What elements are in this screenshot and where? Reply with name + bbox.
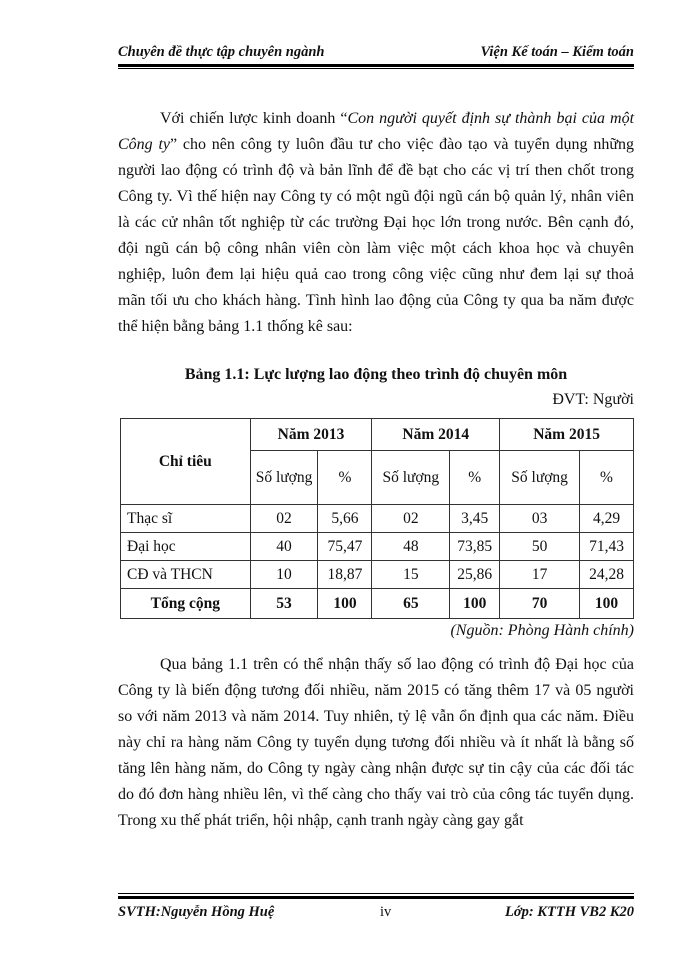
- cell: 40: [250, 533, 318, 561]
- cell: 10: [250, 561, 318, 589]
- intro-paragraph: [118, 106, 634, 340]
- total-cell: 100: [450, 589, 500, 619]
- row-label: Thạc sĩ: [121, 505, 251, 533]
- table-title: Bảng 1.1: Lực lượng lao động theo trình độ chuyên môn: [184, 366, 568, 383]
- header-year: Năm 2013: [250, 419, 372, 451]
- page-header: [118, 40, 634, 64]
- cell: 24,28: [580, 561, 634, 589]
- header-year: Năm 2015: [500, 419, 634, 451]
- intro-prefix: Với chiến lược kinh doanh “: [160, 110, 348, 127]
- table-source: (Nguồn: Phòng Hành chính): [450, 622, 634, 639]
- page-number: iv: [380, 904, 392, 920]
- total-cell: 65: [372, 589, 450, 619]
- table-header-row: [121, 419, 634, 451]
- header-label: Chỉ tiêu: [121, 419, 251, 505]
- total-label: Tổng cộng: [121, 589, 251, 619]
- subheader-quantity: Số lượng: [250, 451, 318, 505]
- header-rule-thick: [118, 64, 634, 67]
- header-title: Chuyên đề thực tập chuyên ngành: [118, 44, 325, 60]
- subheader-quantity: Số lượng: [372, 451, 450, 505]
- row-label: CĐ và THCN: [121, 561, 251, 589]
- cell: 03: [500, 505, 580, 533]
- cell: 15: [372, 561, 450, 589]
- subheader-quantity: Số lượng: [500, 451, 580, 505]
- total-cell: 100: [318, 589, 372, 619]
- cell: 73,85: [450, 533, 500, 561]
- table-row: [121, 533, 634, 561]
- cell: 48: [372, 533, 450, 561]
- table-row: [121, 505, 634, 533]
- cell: 25,86: [450, 561, 500, 589]
- subheader-percent: %: [450, 451, 500, 505]
- cell: 02: [372, 505, 450, 533]
- header-year: Năm 2014: [372, 419, 500, 451]
- subheader-percent: %: [318, 451, 372, 505]
- total-cell: 100: [580, 589, 634, 619]
- cell: 50: [500, 533, 580, 561]
- cell: 5,66: [318, 505, 372, 533]
- table-total-row: [121, 589, 634, 619]
- cell: 75,47: [318, 533, 372, 561]
- table-row: [121, 561, 634, 589]
- cell: 18,87: [318, 561, 372, 589]
- table-unit: ĐVT: Người: [552, 391, 634, 408]
- total-cell: 70: [500, 589, 580, 619]
- footer-rule-thin: [118, 893, 634, 894]
- header-rule-thin: [118, 68, 634, 69]
- subheader-percent: %: [580, 451, 634, 505]
- header-institute: Viện Kế toán – Kiểm toán: [480, 44, 634, 60]
- footer-rule-thick: [118, 896, 634, 899]
- analysis-paragraph: Qua bảng 1.1 trên có thể nhận thấy số lao động có trình độ Đại học của Công ty là biến động tương đối nhiều, năm 2015 có tăng thêm 17 và 05 người so với năm 2013 và năm 2014. Tuy nhiên, tỷ lệ vẫn ổn định qua các năm. Điều này chỉ ra hàng năm Công ty tuyển dụng tương đối nhiều và ít nhất là bằng số tăng lên hàng năm, do Công ty ngày càng nhận được sự tin cậy của các đối tác do đó đơn hàng nhiều lên, vì thế càng cho thấy vai trò của công tác tuyển dụng. Trong xu thế phát triển, hội nhập, cạnh tranh ngày càng gay gắt: [118, 656, 634, 829]
- cell: 17: [500, 561, 580, 589]
- cell: 71,43: [580, 533, 634, 561]
- labor-table: [120, 418, 634, 619]
- footer-student: SVTH:Nguyễn Hồng Huệ: [118, 904, 275, 920]
- cell: 02: [250, 505, 318, 533]
- intro-body: ” cho nên công ty luôn đầu tư cho việc đào tạo và tuyển dụng những người lao động có trình độ và bản lĩnh để đề bạt cho các vị trí then chốt trong Công ty. Vì thế hiện nay Công ty có một ngũ đội ngũ cán bộ quản lý, nhân viên là các cử nhân tốt nghiệp từ các trường Đại học lớn trong nước. Bên cạnh đó, đội ngũ cán bộ công nhân viên còn làm việc một cách khoa học và chuyên nghiệp, luôn đem lại hiệu quả cao trong công việc cũng như đem lại sự thoả mãn tối ưu cho khách hàng. Tình hình lao động của Công ty qua ba năm được thể hiện bằng bảng 1.1 thống kê sau:: [118, 136, 635, 335]
- intro-quote: Con người quyết định sự thành bại của một Công ty: [118, 110, 635, 153]
- row-label: Đại học: [121, 533, 251, 561]
- page-footer: [118, 904, 634, 926]
- cell: 4,29: [580, 505, 634, 533]
- total-cell: 53: [250, 589, 318, 619]
- footer-class: Lớp: KTTH VB2 K20: [504, 904, 634, 920]
- cell: 3,45: [450, 505, 500, 533]
